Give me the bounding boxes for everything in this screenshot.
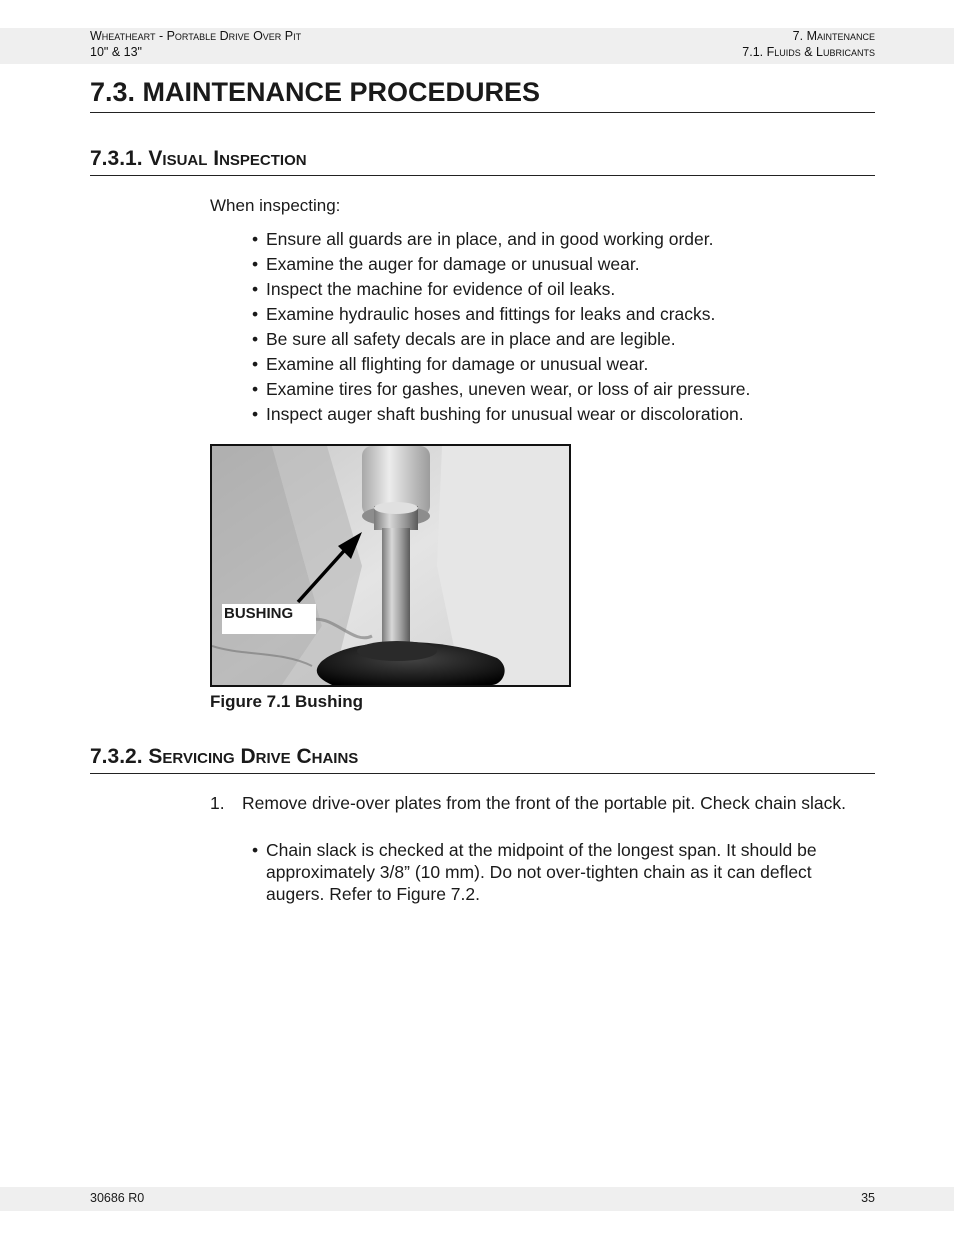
header-product-title: Wheatheart - Portable Drive Over Pit <box>90 29 302 43</box>
bullet-icon: • <box>252 840 259 860</box>
inspection-intro: When inspecting: <box>210 196 341 215</box>
section-heading-servicing-drive-chains <box>90 743 875 774</box>
list-item: • Examine the auger for damage or unusual wear. <box>252 252 750 277</box>
list-item: • Examine all flighting for damage or unusual wear. <box>252 352 750 377</box>
header-left <box>90 28 301 60</box>
bushing-callout-label: BUSHING <box>222 604 316 634</box>
bullet-icon: • <box>252 404 259 424</box>
bullet-icon: • <box>252 229 259 249</box>
bullet-icon: • <box>252 354 259 374</box>
list-item: • Inspect the machine for evidence of oil leaks. <box>252 277 750 302</box>
figure-caption: Figure 7.1 Bushing <box>210 692 364 711</box>
list-item: • Be sure all safety decals are in place and are legible. <box>252 327 750 352</box>
header-section: 7.1. Fluids & Lubricants <box>742 45 875 59</box>
bushing-photo-illustration <box>212 446 569 685</box>
step-number: 1. <box>210 793 225 813</box>
section-number: 7.3.1. <box>90 147 143 170</box>
list-item: • Examine hydraulic hoses and fittings for leaks and cracks. <box>252 302 750 327</box>
section-title: Servicing Drive Chains <box>148 745 359 768</box>
header-right <box>742 28 875 60</box>
bullet-icon: • <box>252 304 259 324</box>
header-model-sizes: 10" & 13" <box>90 45 142 59</box>
step-text: Remove drive-over plates from the front of the portable pit. Check chain slack. <box>242 793 847 813</box>
bushing-photo <box>210 444 571 687</box>
bullet-icon: • <box>252 279 259 299</box>
section-heading-visual-inspection <box>90 145 875 176</box>
section-number: 7.3.2. <box>90 745 143 768</box>
header-chapter: 7. Maintenance <box>792 29 875 43</box>
bullet-icon: • <box>252 254 259 274</box>
list-item: • Ensure all guards are in place, and in good working order. <box>252 227 750 252</box>
bullet-icon: • <box>252 379 259 399</box>
sub-bullet-text: Chain slack is checked at the midpoint of the longest span. It should be approximately 3/8” (10 mm). Do not over-tighten chain as it can deflect augers. Refer to Figure 7.2. <box>266 840 817 904</box>
page-title: 7.3. MAINTENANCE PROCEDURES <box>90 74 875 113</box>
page-number: 35 <box>861 1191 875 1205</box>
list-item: • Inspect auger shaft bushing for unusual wear or discoloration. <box>252 402 750 427</box>
list-item: • Examine tires for gashes, uneven wear, or loss of air pressure. <box>252 377 750 402</box>
section-title: Visual Inspection <box>148 147 307 170</box>
inspection-checklist <box>252 227 750 427</box>
document-number: 30686 R0 <box>90 1191 145 1205</box>
bullet-icon: • <box>252 329 259 349</box>
